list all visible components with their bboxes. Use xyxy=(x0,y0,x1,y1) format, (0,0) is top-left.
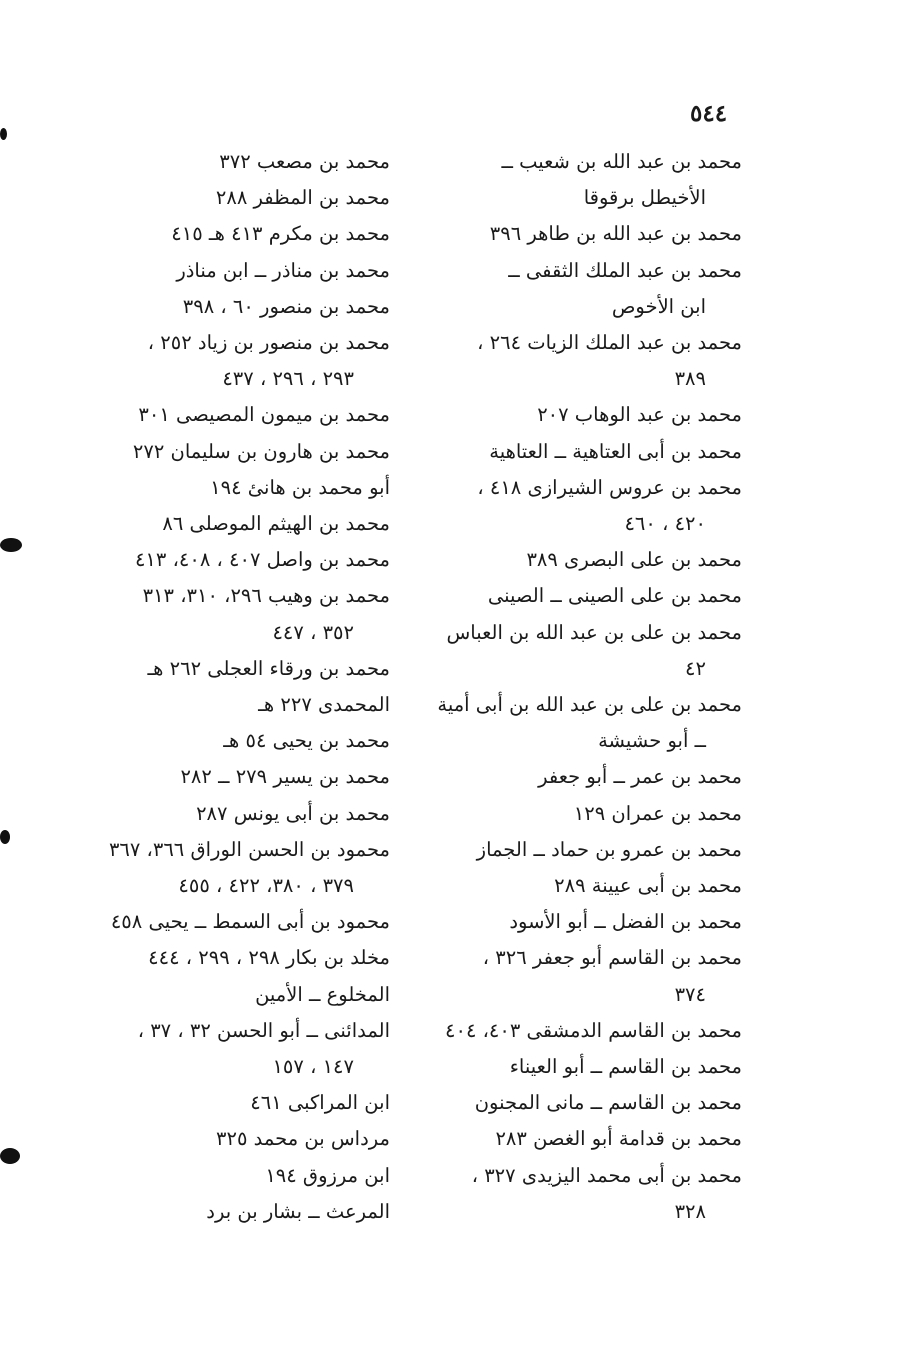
index-entry: محمد بن ورقاء العجلى ٢٦٢ هـ xyxy=(147,656,390,680)
index-entry: محمد بن مناذر ــ ابن مناذر xyxy=(176,258,390,282)
index-entry: محمد بن مكرم ٤١٣ هـ ٤١٥ xyxy=(171,222,390,246)
index-entry: محمد بن على الصينى ــ الصينى xyxy=(487,584,742,608)
index-entry: محمد بن قدامة أبو الغصن ٢٨٣ xyxy=(495,1127,742,1151)
index-entry: محمد بن على بن عبد الله بن العباس xyxy=(446,620,742,644)
index-entry: محمد بن الهيثم الموصلى ٨٦ xyxy=(162,512,390,536)
index-column-left xyxy=(70,144,390,1230)
index-entry: محمد بن القاسم ــ أبو العيناء xyxy=(509,1055,742,1079)
index-entry: محمود بن الحسن الوراق ٣٦٦، ٣٦٧ xyxy=(108,837,390,861)
index-entry: محمد بن على بن عبد الله بن أبى أمية xyxy=(437,693,742,717)
index-entry-continuation: ٤٢ xyxy=(685,656,706,680)
index-entry-continuation: ٣٢٨ xyxy=(674,1199,706,1223)
index-entry: محمد بن القاسم الدمشقى ٤٠٣، ٤٠٤ xyxy=(445,1018,742,1042)
index-entry: محمد بن هارون بن سليمان ٢٧٢ xyxy=(132,439,390,463)
index-entry: محمود بن أبى السمط ــ يحيى ٤٥٨ xyxy=(110,910,390,934)
index-entry: محمد بن على البصرى ٣٨٩ xyxy=(526,548,742,572)
index-entry: محمد بن منصور ٦٠ ، ٣٩٨ xyxy=(182,294,390,318)
scan-mark xyxy=(0,830,10,844)
index-entry-continuation: ابن الأخوص xyxy=(611,294,706,318)
index-entry-continuation: ٤٢٠ ، ٤٦٠ xyxy=(624,512,706,536)
index-entry: محمد بن الفضل ــ أبو الأسود xyxy=(509,910,742,934)
index-entry-continuation: ٣٧٩ ، ٣٨٠، ٤٢٢ ، ٤٥٥ xyxy=(178,874,354,898)
scan-mark xyxy=(0,128,7,140)
index-entry: محمد بن يحيى ٥٤ هـ xyxy=(223,729,390,753)
index-entry: محمد بن عمرو بن حماد ــ الجماز xyxy=(476,837,742,861)
index-entry: مخلد بن بكار ٢٩٨ ، ٢٩٩ ، ٤٤٤ xyxy=(148,946,390,970)
index-entry: محمد بن عروس الشيرازى ٤١٨ ، xyxy=(477,475,742,499)
index-entry: أبو محمد بن هانئ ١٩٤ xyxy=(210,475,390,499)
index-entry: ابن المراكبى ٤٦١ xyxy=(250,1091,390,1115)
scan-mark xyxy=(0,1148,20,1164)
index-entry: محمد بن عمر ــ أبو جعفر xyxy=(538,765,742,789)
index-entry: محمد بن مصعب ٣٧٢ xyxy=(219,150,390,173)
index-entry: محمد بن ميمون المصيصى ٣٠١ xyxy=(138,403,390,427)
index-entry: المدائنى ــ أبو الحسن ٣٢ ، ٣٧ ، xyxy=(137,1018,390,1042)
index-entry: المرعث ــ بشار بن برد xyxy=(206,1199,390,1223)
index-entry: محمد بن المظفر ٢٨٨ xyxy=(215,186,390,210)
index-entry: محمد بن أبى عيينة ٢٨٩ xyxy=(554,874,742,898)
index-entry: محمد بن عمران ١٢٩ xyxy=(573,801,742,825)
index-entry: محمد بن أبى يونس ٢٨٧ xyxy=(196,801,390,825)
index-entry: محمد بن عبد الله بن طاهر ٣٩٦ xyxy=(489,222,742,246)
index-entry-continuation: الأخيطل برقوقا xyxy=(583,186,706,210)
index-entry: محمد بن عبد الملك الزيات ٢٦٤ ، xyxy=(477,331,742,355)
index-column-right xyxy=(420,144,742,1230)
index-entry: محمد بن عبد الملك الثقفى ــ xyxy=(508,258,742,282)
index-entry-continuation: ٣٧٤ xyxy=(674,982,706,1006)
index-entry: محمد بن عبد الله بن شعيب ــ xyxy=(501,150,742,173)
index-entry: ابن مرزوق ١٩٤ xyxy=(265,1163,390,1187)
index-entry: المحمدى ٢٢٧ هـ xyxy=(258,693,390,717)
index-entry: محمد بن أبى العتاهية ــ العتاهية xyxy=(489,439,742,463)
index-entry: محمد بن أبى محمد اليزيدى ٣٢٧ ، xyxy=(471,1163,742,1187)
index-entry: مرداس بن محمد ٣٢٥ xyxy=(216,1127,390,1151)
index-entry: محمد بن واصل ٤٠٧ ، ٤٠٨، ٤١٣ xyxy=(134,548,390,572)
index-entry-continuation: ٣٨٩ xyxy=(674,367,706,391)
index-entry-continuation: ــ أبو حشيشة xyxy=(598,729,706,753)
scan-mark xyxy=(0,538,22,552)
index-entry: محمد بن وهيب ٢٩٦، ٣١٠، ٣١٣ xyxy=(142,584,390,608)
index-entry-continuation: ٣٥٢ ، ٤٤٧ xyxy=(272,620,354,644)
index-entry-continuation: ٢٩٣ ، ٢٩٦ ، ٤٣٧ xyxy=(222,367,354,391)
page-number: ٥٤٤ xyxy=(690,100,728,127)
index-entry-continuation: ١٤٧ ، ١٥٧ xyxy=(272,1055,354,1079)
index-entry: محمد بن القاسم أبو جعفر ٣٢٦ ، xyxy=(482,946,742,970)
index-entry: محمد بن يسير ٢٧٩ ــ ٢٨٢ xyxy=(180,765,390,789)
index-entry: محمد بن عبد الوهاب ٢٠٧ xyxy=(537,403,742,427)
index-entry: المخلوع ــ الأمين xyxy=(255,982,390,1006)
index-entry: محمد بن القاسم ــ مانى المجنون xyxy=(474,1091,742,1115)
index-entry: محمد بن منصور بن زياد ٢٥٢ ، xyxy=(147,331,390,355)
